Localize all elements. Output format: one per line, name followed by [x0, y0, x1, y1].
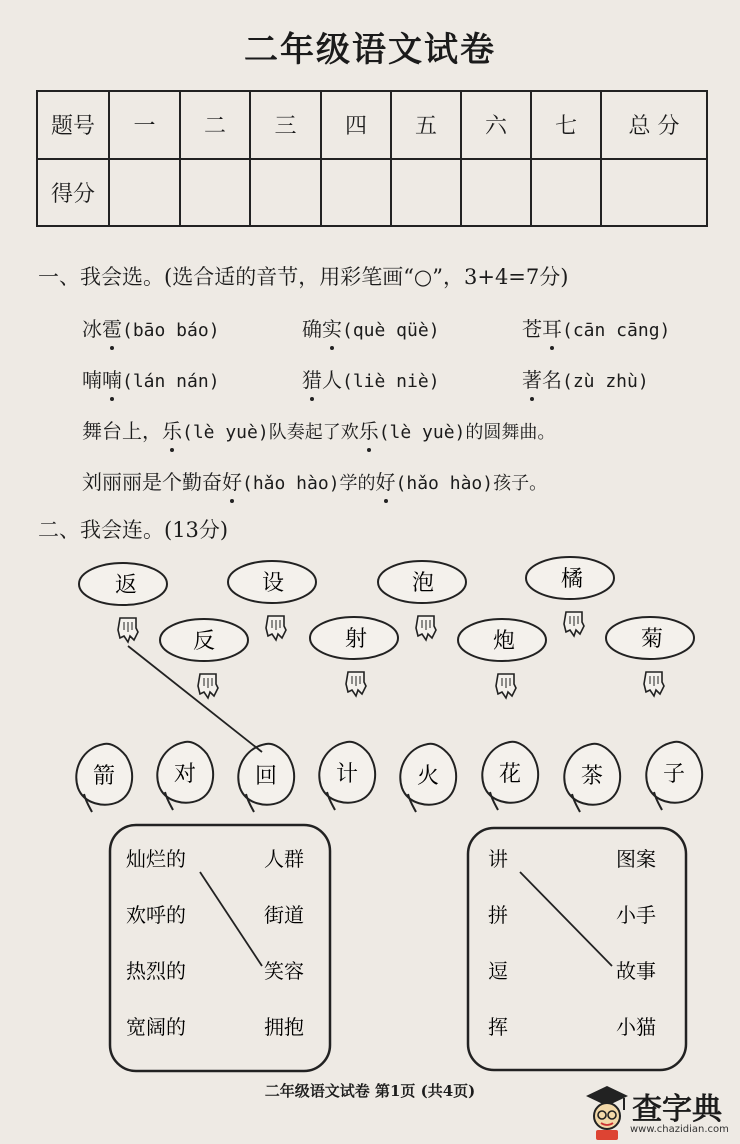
balloon-char: 反 [192, 629, 216, 654]
pinyin-choice[interactable]: (hǎo hào)学的 [242, 473, 376, 494]
match-left-word: 挥 [488, 1015, 508, 1039]
pinyin-choice[interactable]: (hǎo hào)孩子。 [395, 473, 548, 494]
leaf[interactable] [238, 744, 294, 812]
score-header-cell: 六 [461, 91, 531, 159]
balloon-char: 返 [114, 573, 138, 598]
score-header-cell: 四 [321, 91, 391, 159]
leaf-char: 火 [416, 764, 440, 789]
choice-item: 苍耳(cān cāng) [522, 313, 670, 342]
leaf[interactable] [564, 744, 620, 812]
sentence-2: 刘丽丽是个勤奋好(hǎo hào)学的好(hǎo hào)孩子。 [82, 466, 547, 495]
pinyin-choice[interactable]: (lè yuè)的圆舞曲。 [378, 422, 556, 443]
example-match-line-right [520, 872, 612, 966]
match-left-word: 灿烂的 [126, 847, 186, 871]
dotted-char: 好 [222, 466, 242, 495]
pinyin-choice[interactable]: (liè niè) [342, 371, 440, 392]
balloon-char: 橘 [560, 567, 584, 592]
balloon-she2[interactable] [310, 617, 398, 696]
leaf[interactable] [157, 742, 213, 810]
dotted-char: 耳 [542, 313, 562, 342]
balloon-fan[interactable] [79, 563, 167, 642]
match-right-word: 人群 [264, 847, 304, 871]
match-right-word: 小猫 [616, 1015, 656, 1039]
score-header-cell: 二 [180, 91, 250, 159]
pinyin-choice[interactable]: (cān cāng) [562, 320, 671, 341]
pinyin-choice[interactable]: (què qüè) [342, 320, 440, 341]
score-header-cell: 总 分 [601, 91, 707, 159]
score-header-cell: 题号 [37, 91, 109, 159]
scholar-icon [584, 1084, 630, 1140]
match-left-word: 热烈的 [126, 959, 186, 983]
choice-item: 确实(què qüè) [302, 313, 440, 342]
example-match-line-left [200, 872, 262, 966]
balloon-char: 射 [344, 627, 368, 652]
pinyin-choice[interactable]: (zù zhù) [562, 371, 649, 392]
page-footer: 二年级语文试卷 第1页 (共4页) [264, 1082, 476, 1100]
dotted-char: 猎 [302, 364, 322, 393]
score-header-cell: 三 [250, 91, 321, 159]
page-title: 二年级语文试卷 [244, 30, 496, 70]
leaf-char: 对 [173, 762, 197, 787]
dotted-char: 好 [376, 466, 396, 495]
score-header-cell: 五 [391, 91, 461, 159]
dotted-char: 乐 [359, 415, 379, 444]
leaf-char: 花 [498, 762, 522, 787]
balloon-char: 菊 [640, 627, 664, 652]
watermark-text: 查字典 [632, 1092, 722, 1127]
balloon-ju2[interactable] [606, 617, 694, 696]
balloon-fan[interactable] [160, 619, 248, 698]
match-right-word: 拥抱 [264, 1015, 304, 1039]
leaf[interactable] [76, 744, 132, 812]
balloon-ju[interactable] [526, 557, 614, 636]
pinyin-choice[interactable]: (bāo báo) [122, 320, 220, 341]
watermark-url: www.chazidian.com [630, 1124, 729, 1135]
match-left-word: 拼 [488, 903, 508, 927]
balloon-char: 炮 [492, 629, 516, 654]
match-left-word: 宽阔的 [126, 1015, 186, 1039]
match-right-word: 街道 [264, 903, 304, 927]
match-right-word: 小手 [616, 903, 656, 927]
choice-item: 冰雹(bāo báo) [82, 313, 220, 342]
choice-item: 喃喃(lán nán) [82, 364, 220, 393]
choice-item: 猎人(liè niè) [302, 364, 440, 393]
balloon-char: 设 [261, 571, 285, 596]
score-row-label: 得分 [37, 159, 109, 227]
leaf-char: 子 [662, 762, 686, 787]
leaf[interactable] [400, 744, 456, 812]
match-left-word: 逗 [488, 959, 508, 983]
score-header-cell: 一 [109, 91, 180, 159]
match-right-word: 故事 [616, 959, 656, 983]
watermark-logo [584, 1084, 736, 1140]
match-left-word: 讲 [488, 847, 508, 871]
score-header-cell: 七 [531, 91, 601, 159]
dotted-char: 实 [322, 313, 342, 342]
leaf[interactable] [482, 742, 538, 810]
leaf[interactable] [319, 742, 375, 810]
match-right-word: 笑容 [264, 959, 304, 983]
dotted-char: 著 [522, 364, 542, 393]
leaf-char: 回 [254, 764, 278, 789]
sentence-1: 舞台上，乐(lè yuè)队奏起了欢乐(lè yuè)的圆舞曲。 [82, 415, 555, 444]
match-left-word: 欢呼的 [126, 903, 186, 927]
leaf-char: 茶 [580, 764, 604, 789]
dotted-char: 乐 [162, 415, 182, 444]
section2-heading: 二、我会连。(13分) [38, 518, 229, 542]
pinyin-choice[interactable]: (lè yuè)队奏起了欢 [182, 422, 359, 443]
leaf[interactable] [646, 742, 702, 810]
pinyin-choice[interactable]: (lán nán) [122, 371, 220, 392]
dotted-char: 喃 [102, 364, 122, 393]
match-right-word: 图案 [616, 847, 656, 871]
example-connect-line [128, 646, 262, 752]
balloon-char: 泡 [411, 571, 435, 596]
balloon-pao2[interactable] [458, 619, 546, 698]
leaf-char: 计 [335, 762, 359, 787]
section1-heading: 一、我会选。(选合适的音节，用彩笔画“○”，3+4=7分) [38, 265, 569, 289]
choice-item: 著名(zù zhù) [522, 364, 649, 393]
leaf-char: 箭 [92, 764, 116, 789]
dotted-char: 雹 [102, 313, 122, 342]
